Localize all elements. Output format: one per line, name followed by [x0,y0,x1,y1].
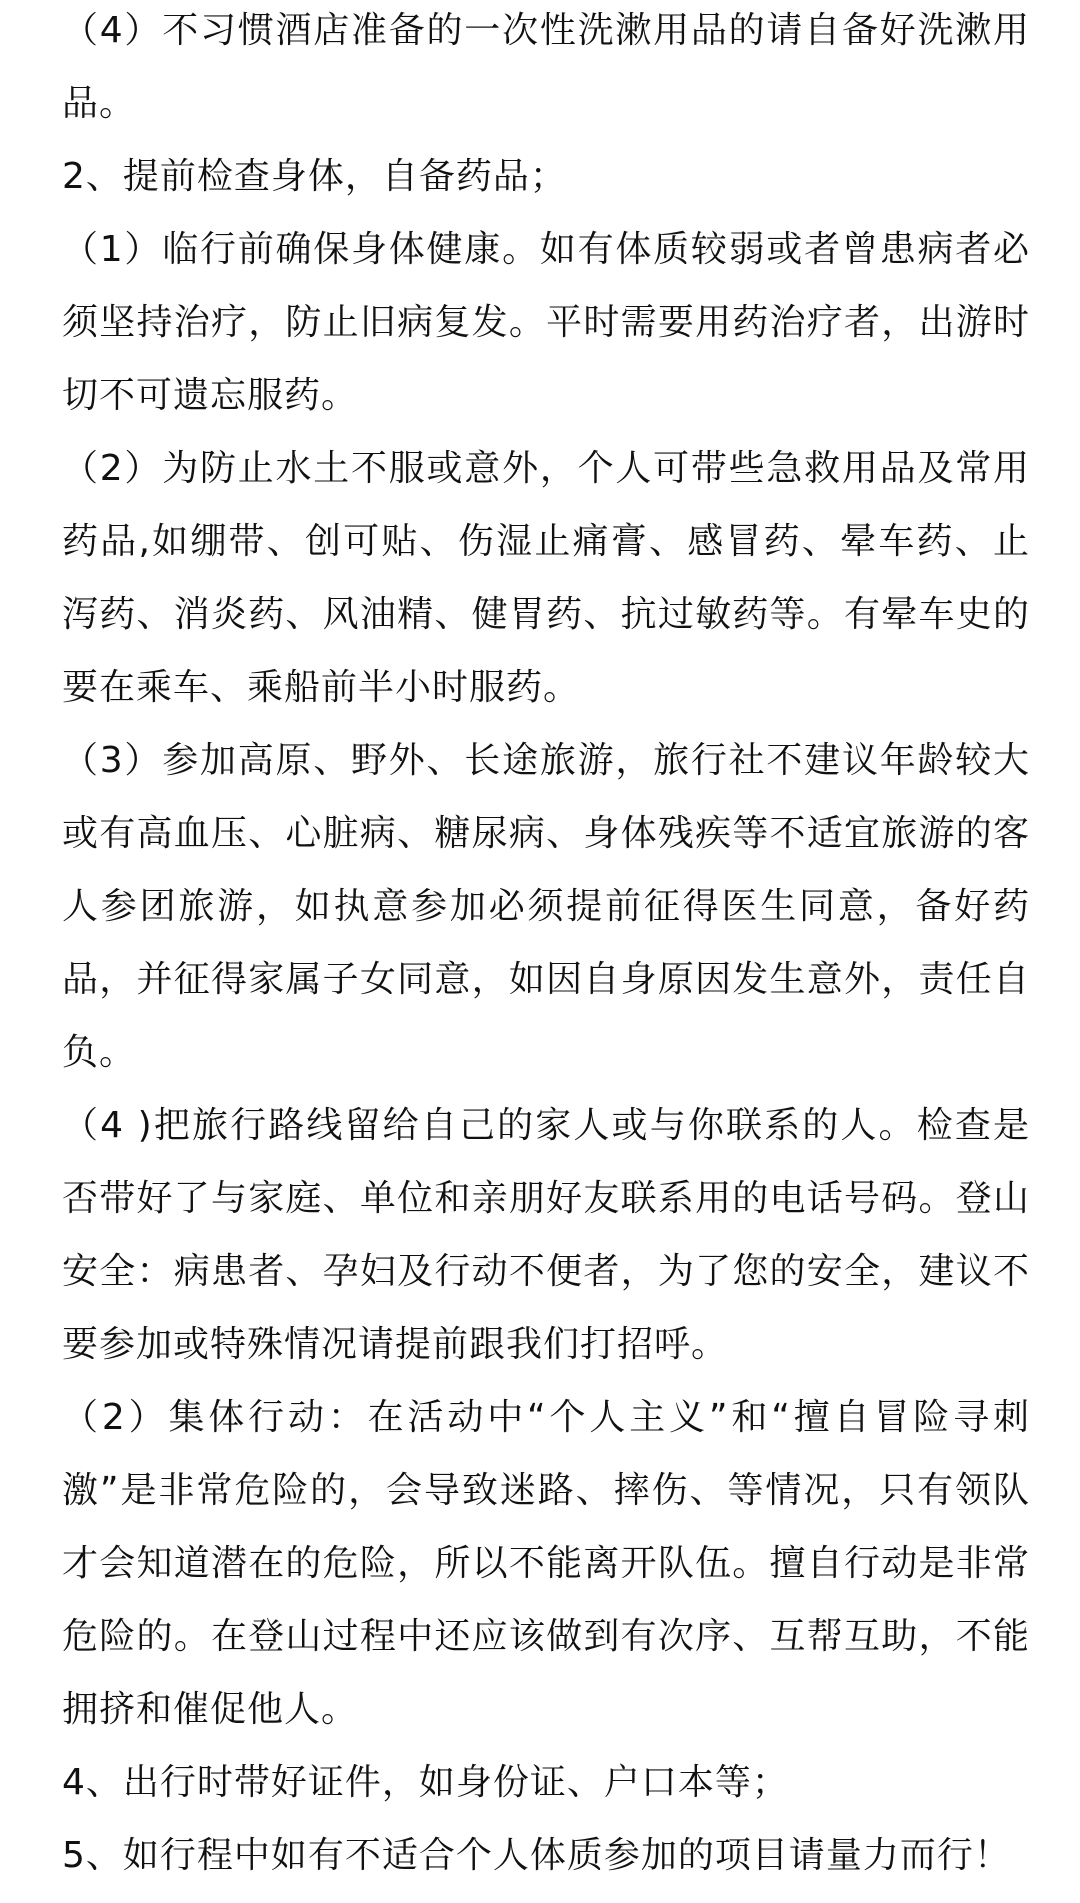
document-body [62,0,1030,1892]
heading-documents: 4、出行时带好证件，如身份证、户口本等； [62,1762,789,1803]
heading-capability: 5、如行程中如有不适合个人体质参加的项目请量力而行！ [62,1835,1011,1876]
paragraph-route-contact: （4 )把旅行路线留给自己的家人或与你联系的人。检查是否带好了与家庭、单位和亲朋好友联系用的电话号码。登山安全：病患者、孕妇及行动不便者，为了您的安全，建议不要参加或特殊情况请提前跟我们打招呼。 [62,1105,1030,1365]
paragraph-health: （1）临行前确保身体健康。如有体质较弱或者曾患病者必须坚持治疗，防止旧病复发。平时需要用药治疗者，出游时切不可遗忘服药。 [62,229,1030,416]
paragraph-plateau-travel: （3）参加高原、野外、长途旅游，旅行社不建议年龄较大或有高血压、心脏病、糖尿病、身体残疾等不适宜旅游的客人参团旅游，如执意参加必须提前征得医生同意，备好药品，并征得家属子女同意，如因自身原因发生意外，责任自负。 [62,740,1030,1073]
paragraph-medicine: （2）为防止水土不服或意外，个人可带些急救用品及常用药品,如绷带、创可贴、伤湿止痛膏、感冒药、晕车药、止泻药、消炎药、风油精、健胃药、抗过敏药等。有晕车史的要在乘车、乘船前半小时服药。 [62,448,1030,708]
paragraph-group-action: （2）集体行动：在活动中“个人主义”和“擅自冒险寻刺激”是非常危险的，会导致迷路、摔伤、等情况，只有领队才会知道潜在的危险，所以不能离开队伍。擅自行动是非常危险的。在登山过程中还应该做到有次序、互帮互助，不能拥挤和催促他人。 [62,1397,1030,1730]
heading-health-check: 2、提前检查身体，自备药品； [62,156,567,197]
paragraph-toiletries: （4）不习惯酒店准备的一次性洗漱用品的请自备好洗漱用品。 [62,10,1030,124]
